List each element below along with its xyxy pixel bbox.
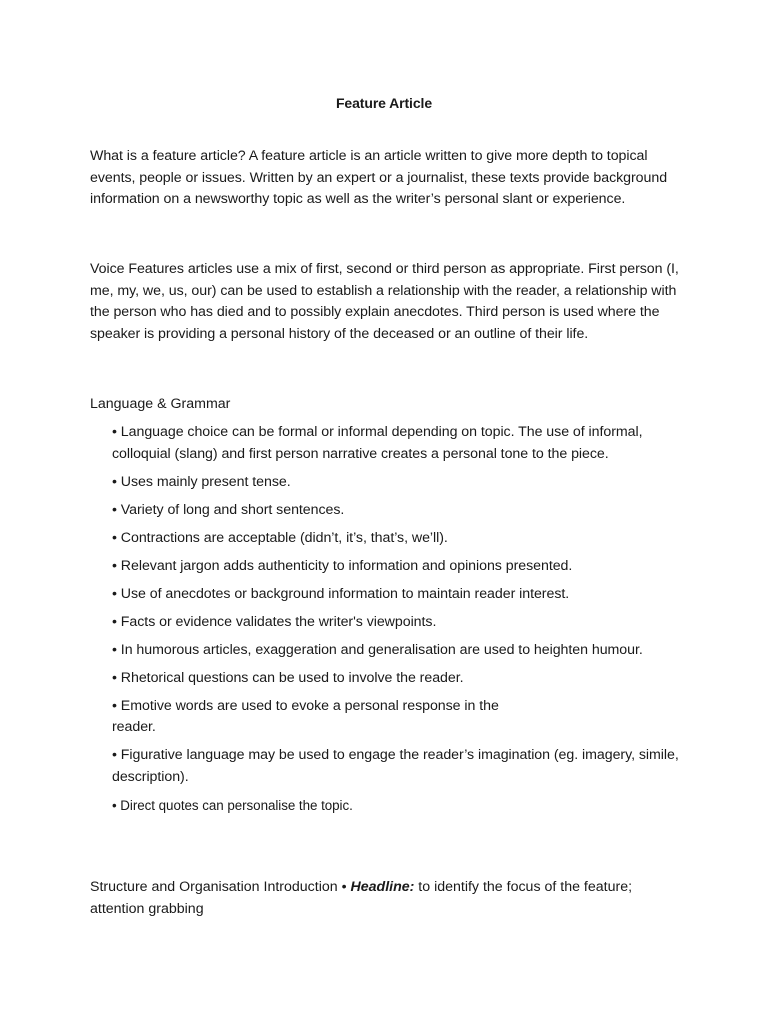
bullet-item: • Contractions are acceptable (didn’t, it’s, that’s, we’ll). [112,529,448,546]
headline-label: Headline: [350,879,415,895]
bullet-item: • Uses mainly present tense. [112,473,291,490]
bullet-item: • Use of anecdotes or background information to maintain reader interest. [112,585,570,602]
voice-paragraph: Voice Features articles use a mix of first, second or third person as appropriate. First person (I, me, my, we, us, our) can be used to establish a relationship with the reader, a relationship with the person who has died and to possibly explain anecdotes. Third person is used where the speaker is providing a personal history of the deceased or an outline of their life. [90,261,679,342]
bullet-item: • Variety of long and short sentences. [112,501,345,518]
document-title: Feature Article [335,95,432,111]
bullet-item: • Direct quotes can personalise the topic. [112,797,353,813]
intro-paragraph: What is a feature article? A feature article is an article written to give more depth to topical events, people or issues. Written by an expert or a journalist, these texts provide background information on a newsworthy topic as well as the writer’s personal slant or experience. [90,148,668,207]
bullet-item: • Rhetorical questions can be used to involve the reader. [112,669,464,686]
structure-paragraph [90,876,690,920]
bullet-item: • Emotive words are used to evoke a personal response in the reader. [112,697,499,735]
bullet-item: • Figurative language may be used to engage the reader’s imagination (eg. imagery, simile, description). [112,747,679,785]
bullet-item: • In humorous articles, exaggeration and generalisation are used to heighten humour. [112,641,643,658]
bullet-item: • Relevant jargon adds authenticity to information and opinions presented. [112,557,573,574]
bullet-item: • Language choice can be formal or informal depending on topic. The use of informal, colloquial (slang) and first person narrative creates a personal tone to the piece. [112,424,643,462]
structure-lead: Structure and Organisation Introduction • [90,879,351,895]
language-grammar-heading: Language & Grammar [90,396,231,412]
bullet-item: • Facts or evidence validates the writer's viewpoints. [112,613,437,630]
structure-rest: to identify the focus of the feature; attention grabbing [90,879,633,917]
language-bullet-list [112,422,692,816]
